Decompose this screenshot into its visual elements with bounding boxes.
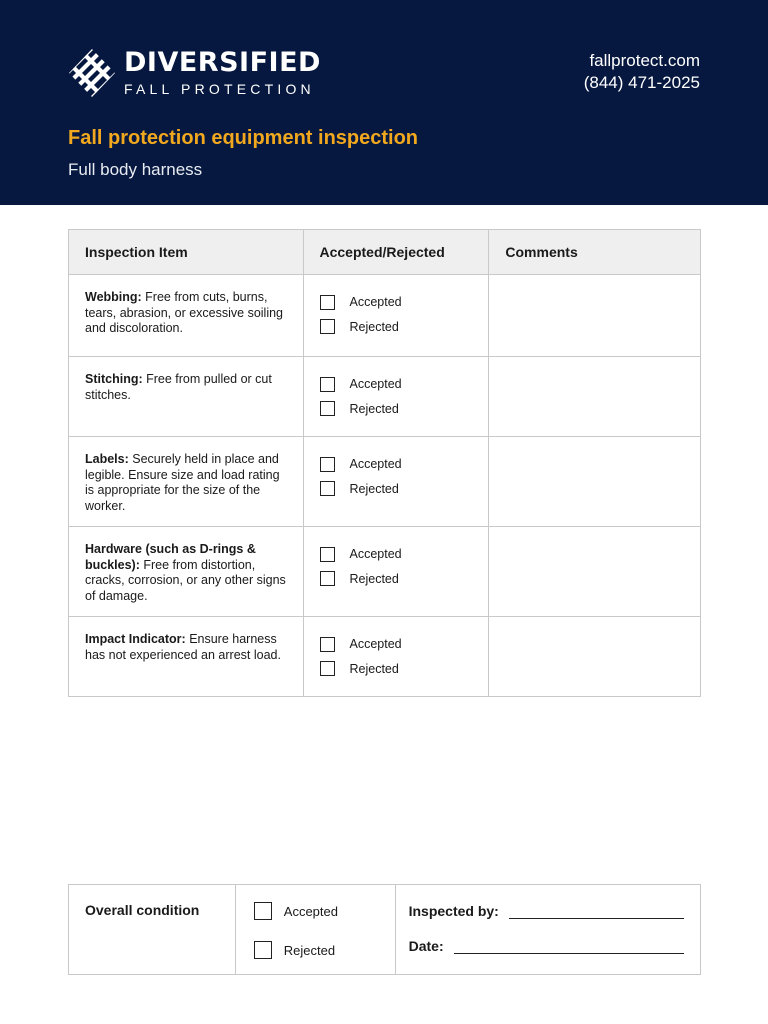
accepted-checkbox[interactable] [320,547,335,562]
comment-cell[interactable] [489,437,701,527]
date-label: Date: [408,938,444,954]
inspection-item [69,527,304,617]
item-description: Securely held in place and legible. Ensure size and load rating is appropriate for the size of the worker. [85,452,280,513]
comment-cell[interactable] [489,275,701,357]
signature-area [395,885,700,975]
status-options [303,275,489,357]
column-header-status: Accepted/Rejected [303,230,489,275]
accepted-checkbox[interactable] [320,295,335,310]
table-row [69,357,701,437]
status-options [303,437,489,527]
rejected-checkbox[interactable] [320,661,335,676]
rejected-label: Rejected [349,401,399,416]
accepted-label: Accepted [349,457,402,472]
rejected-option[interactable] [320,567,489,592]
rejected-label: Rejected [349,319,399,334]
table-header-row [69,230,701,275]
rejected-label: Rejected [349,571,399,586]
accepted-label: Accepted [349,637,402,652]
item-label: Webbing: [85,290,142,304]
inspected-by-input-line[interactable] [509,907,684,919]
overall-condition-label: Overall condition [69,885,236,975]
item-label: Labels: [85,452,129,466]
brand-logo [68,48,321,98]
accepted-label: Accepted [349,295,402,310]
table-row [69,275,701,357]
table-row [69,527,701,617]
status-options [303,617,489,697]
date-field [409,936,684,954]
overall-rejected-option[interactable] [254,940,395,960]
comment-cell[interactable] [489,357,701,437]
comment-cell[interactable] [489,617,701,697]
column-header-comments: Comments [489,230,701,275]
accepted-checkbox[interactable] [320,377,335,392]
inspection-item [69,357,304,437]
overall-status-options [235,885,395,975]
accepted-option[interactable] [320,632,489,657]
accepted-option[interactable] [320,542,489,567]
rejected-option[interactable] [320,315,489,340]
diagonal-stripes-diamond-icon [68,48,116,98]
item-label: Stitching: [85,372,143,386]
rejected-option[interactable] [320,657,489,682]
status-options [303,357,489,437]
status-options [303,527,489,617]
website-link[interactable]: fallprotect.com [589,51,700,70]
rejected-label: Rejected [349,481,399,496]
inspected-by-label: Inspected by: [408,903,499,919]
phone-number: (844) 471-2025 [583,73,700,92]
item-description: Ensure harness has not experienced an arrest load. [85,632,281,662]
inspection-item [69,275,304,357]
page-header [0,0,768,205]
accepted-label: Accepted [349,547,402,562]
inspection-item [69,617,304,697]
brand-name: DIVERSIFIED [124,47,321,78]
accepted-option[interactable] [320,372,489,397]
overall-accepted-checkbox[interactable] [254,902,272,920]
accepted-option[interactable] [320,290,489,315]
accepted-option[interactable] [320,452,489,477]
page-subtitle: Full body harness [68,160,203,179]
inspection-item [69,437,304,527]
accepted-checkbox[interactable] [320,457,335,472]
date-input-line[interactable] [454,942,684,954]
contact-info [584,50,700,94]
rejected-checkbox[interactable] [320,319,335,334]
rejected-checkbox[interactable] [320,481,335,496]
comment-cell[interactable] [489,527,701,617]
overall-row [69,885,701,975]
column-header-item: Inspection Item [69,230,304,275]
item-description: Free from cuts, burns, tears, abrasion, or excessive soiling and discoloration. [85,290,284,335]
table-row [69,437,701,527]
overall-condition-table [68,884,701,975]
item-description: Free from pulled or cut stitches. [85,372,272,402]
rejected-checkbox[interactable] [320,401,335,416]
overall-accepted-label: Accepted [283,903,338,919]
rejected-label: Rejected [349,661,399,676]
accepted-label: Accepted [349,377,402,392]
item-description: Free from distortion, cracks, corrosion, or any other signs of damage. [85,557,286,603]
brand-tagline: FALL PROTECTION [124,81,315,97]
table-row [69,617,701,697]
rejected-option[interactable] [320,477,489,502]
inspection-table [68,229,701,697]
page-title: Fall protection equipment inspection [68,127,419,149]
inspected-by-field [409,901,684,919]
overall-accepted-option[interactable] [254,901,395,921]
overall-rejected-label: Rejected [283,942,336,958]
item-label: Hardware (such as D-rings & buckles): [85,542,256,572]
rejected-checkbox[interactable] [320,571,335,586]
item-label: Impact Indicator: [85,632,186,646]
overall-rejected-checkbox[interactable] [254,941,272,959]
rejected-option[interactable] [320,397,489,422]
accepted-checkbox[interactable] [320,637,335,652]
